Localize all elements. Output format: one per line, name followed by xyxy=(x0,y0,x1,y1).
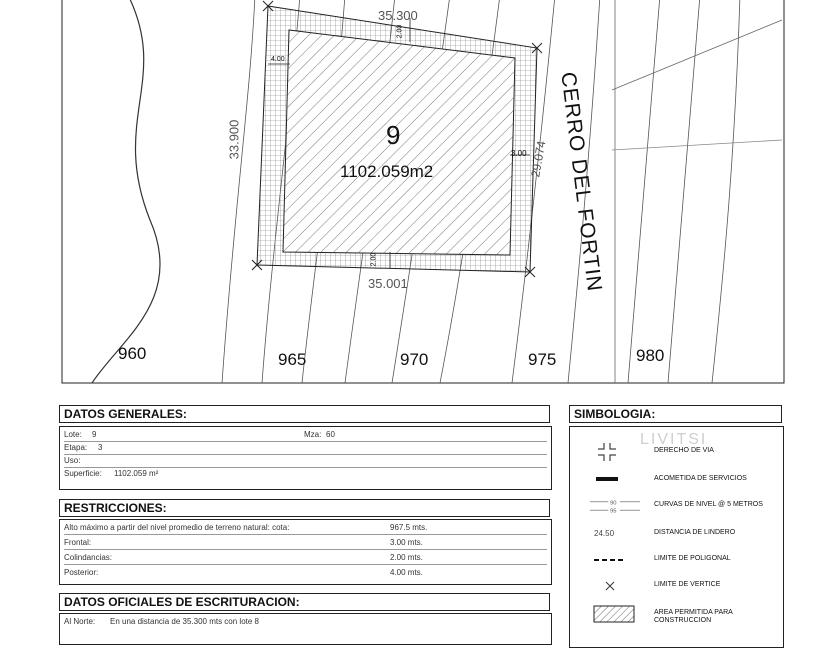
contour-label-975: 975 xyxy=(528,350,557,369)
contour-label-980: 980 xyxy=(636,346,665,365)
superficie-value: 1102.059 m² xyxy=(114,469,159,478)
datos-oficiales-header xyxy=(59,593,550,611)
buildable-area-icon xyxy=(590,603,640,625)
datos-generales-header xyxy=(59,405,550,423)
terrain-curve xyxy=(92,0,160,383)
legend-label: ACOMETIDA DE SERVICIOS xyxy=(654,475,747,482)
lot-number: 9 xyxy=(386,120,401,150)
service-connection-icon xyxy=(590,469,640,491)
simbologia-panel xyxy=(569,426,784,648)
restriccion-value: 3.00 mts. xyxy=(390,538,423,547)
contour-sample-90: 90 xyxy=(610,500,617,507)
superficie-label: Superficie: xyxy=(64,469,102,478)
legend-label: LIMITE DE VERTICE xyxy=(654,581,721,588)
restriccion-value: 4.00 mts. xyxy=(390,568,423,577)
setback-bottom-label: 2.00 xyxy=(370,252,378,267)
setback-right-label: 3.00 xyxy=(511,149,527,158)
datos-oficiales-panel xyxy=(59,613,552,645)
restricciones-panel xyxy=(59,519,552,585)
boundary-distance-sample: 24.50 xyxy=(594,529,615,538)
simbologia-header xyxy=(569,405,782,423)
setback-left-label: 4.00 xyxy=(271,56,285,63)
datos-oficiales-title: DATOS OFICIALES DE ESCRITURACION: xyxy=(64,595,300,609)
setback-top-label: 2.00 xyxy=(396,24,404,39)
legend-label: LIMITE DE POLIGONAL xyxy=(654,555,731,562)
watermark-logo: LIVITSI xyxy=(640,431,708,448)
contour-label-970: 970 xyxy=(400,350,429,369)
dim-bottom-label: 35.001 xyxy=(368,276,408,291)
dim-top-label: 35.300 xyxy=(378,8,418,23)
simbologia-title: SIMBOLOGIA: xyxy=(574,407,656,421)
restricciones-title: RESTRICCIONES: xyxy=(64,501,167,515)
restricciones-header xyxy=(59,499,550,517)
contour-sample-95: 95 xyxy=(610,508,617,515)
dim-right-label: 29.074 xyxy=(528,139,549,179)
oficial-value: En una distancia de 35.300 mts con lote 8 xyxy=(110,617,259,626)
restriccion-label: Posterior: xyxy=(64,568,99,577)
contour-label-960: 960 xyxy=(118,344,147,363)
restriccion-value: 967.5 mts. xyxy=(390,523,428,532)
vertex-limit-icon xyxy=(590,575,640,597)
restriccion-value: 2.00 mts. xyxy=(390,553,423,562)
right-of-way-icon xyxy=(590,441,640,463)
legend-label: DISTANCIA DE LINDERO xyxy=(654,529,736,536)
lote-value: 9 xyxy=(92,430,97,439)
contour-label-965: 965 xyxy=(278,350,307,369)
contour-lines-icon xyxy=(590,495,640,517)
legend-label: AREA PERMITIDA PARA CONSTRUCCION xyxy=(654,609,733,624)
lot-area: 1102.059m2 xyxy=(340,162,434,181)
datos-generales-panel xyxy=(59,426,552,490)
mza-value: 60 xyxy=(326,430,335,439)
lote-label: Lote: xyxy=(64,430,82,439)
legend-label: DERECHO DE VIA xyxy=(654,447,714,454)
boundary-distance-icon xyxy=(594,523,644,545)
uso-label: Uso: xyxy=(64,456,81,465)
etapa-value: 3 xyxy=(98,443,103,452)
mza-label: Mza: xyxy=(304,430,322,439)
oficial-label: Al Norte: xyxy=(64,617,96,626)
restriccion-label: Alto máximo a partir del nivel promedio de terreno natural: cota: xyxy=(64,523,290,532)
restriccion-label: Colindancias: xyxy=(64,553,113,562)
etapa-label: Etapa: xyxy=(64,443,88,452)
restriccion-label: Frontal: xyxy=(64,538,92,547)
polygon-limit-icon xyxy=(590,549,640,571)
street-name: CERRO DEL FORTIN xyxy=(556,70,607,294)
datos-generales-title: DATOS GENERALES: xyxy=(64,407,187,421)
dim-left-label: 33.900 xyxy=(226,119,242,160)
legend-label: CURVAS DE NIVEL @ 5 METROS xyxy=(654,501,763,508)
